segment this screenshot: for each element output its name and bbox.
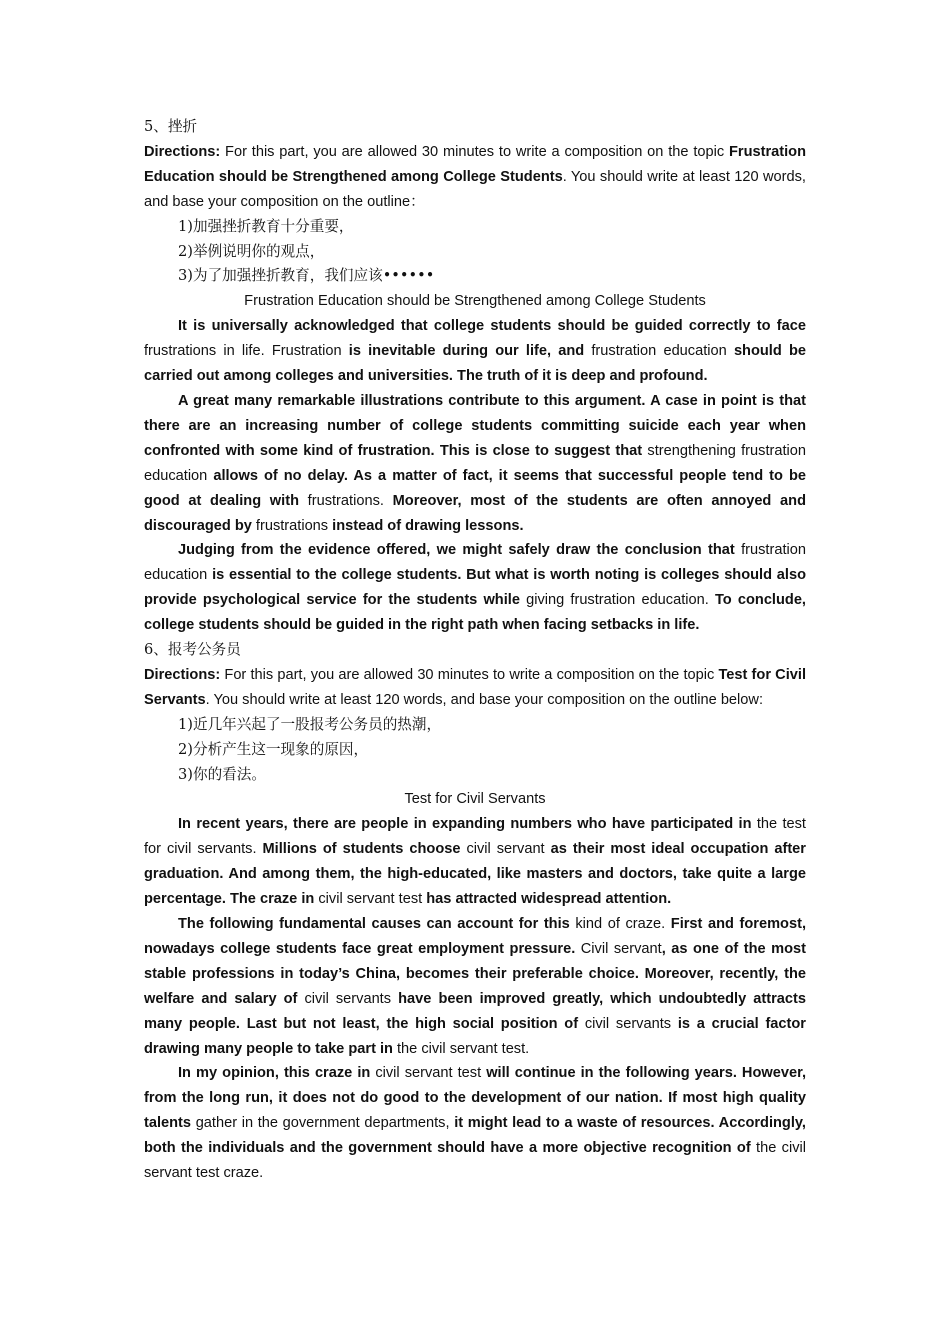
topic-5: Frustration Education should be Strengthened among College Students xyxy=(144,143,806,185)
outline-item-5-3: 3)为了加强挫折教育，我们应该•••••• xyxy=(178,267,435,285)
directions-5: Directions: For this part, you are allowed 30 minutes to write a composition on the topic Frustration Education should be Strengthened among College Students. You should write at least 120 words, and base your composition on the outline： xyxy=(144,143,806,210)
essay-5-paragraph-3: Judging from the evidence offered, we might safely draw the conclusion that frustration education is essential to the college students. But what is worth noting is colleges should also provide psychological service for the students while giving frustration education. To conclude, college students should be guided in the right path when facing setbacks in life. xyxy=(144,542,806,634)
essay-6-paragraph-2: The following fundamental causes can account for this kind of craze. First and foremost, nowadays college students face great employment pressure. Civil servant, as one of the most stable professions in today’s China, becomes their preferable choice. Moreover, recently, the welfare and salary of civil servants have been improved greatly, which undoubtedly attracts many people. Last but not least, the high social position of civil servants is a crucial factor drawing many people to take part in the civil servant test. xyxy=(144,916,806,1057)
essay-5-paragraph-2: A great many remarkable illustrations contribute to this argument. A case in point is that there are an increasing number of college students committing suicide each year when confronted with some kind of frustration. This is close to suggest that strengthening frustration education allows of no delay. As a matter of fact, it seems that successful people tend to be good at dealing with frustrations. Moreover, most of the students are often annoyed and discouraged by frustrations instead of drawing lessons. xyxy=(144,392,807,534)
directions-label: Directions: xyxy=(144,143,221,160)
outline-item-5-1: 1)加强挫折教育十分重要， xyxy=(178,217,354,235)
essay-6-paragraph-1: In recent years, there are people in expanding numbers who have participated in the test for civil servants. Millions of students choose civil servant as their most ideal occupation after graduation. And among them, the high-educated, like masters and doctors, take quite a large percentage. The craze in civil servant test has attracted widespread attention. xyxy=(144,816,806,908)
essay-6-paragraph-3: In my opinion, this craze in civil servant test will continue in the following years. However, from the long run, it does not do good to the development of our nation. If most high quality talents gather in the government departments, it might lead to a waste of resources. Accordingly, both the individuals and the government should have a more objective recognition of the civil servant test craze. xyxy=(144,1065,807,1182)
document-content xyxy=(144,115,806,1186)
outline-item-6-3: 3)你的看法。 xyxy=(178,765,266,783)
outline-item-5-2: 2)举例说明你的观点， xyxy=(178,242,325,260)
directions-6: Directions: For this part, you are allowed 30 minutes to write a composition on the topic Test for Civil Servants. You should write at least 120 words, and base your composition on the outline below: xyxy=(144,666,806,708)
essay-title-5: Frustration Education should be Strengthened among College Students xyxy=(244,293,706,310)
outline-item-6-1: 1)近几年兴起了一股报考公务员的热潮， xyxy=(178,715,442,733)
section-heading-6: 6、报考公务员 xyxy=(144,641,241,659)
topic-6: Test for Civil Servants xyxy=(144,666,806,708)
section-heading-5: 5、挫折 xyxy=(144,118,198,135)
outline-item-6-2: 2)分析产生这一现象的原因， xyxy=(178,740,369,758)
essay-title-6: Test for Civil Servants xyxy=(404,791,546,808)
directions-label: Directions: xyxy=(144,666,221,683)
essay-5-paragraph-1: It is universally acknowledged that college students should be guided correctly to face frustrations in life. Frustration is inevitable during our life, and frustration education should be carried out among colleges and universities. The truth of it is deep and profound. xyxy=(144,318,806,385)
